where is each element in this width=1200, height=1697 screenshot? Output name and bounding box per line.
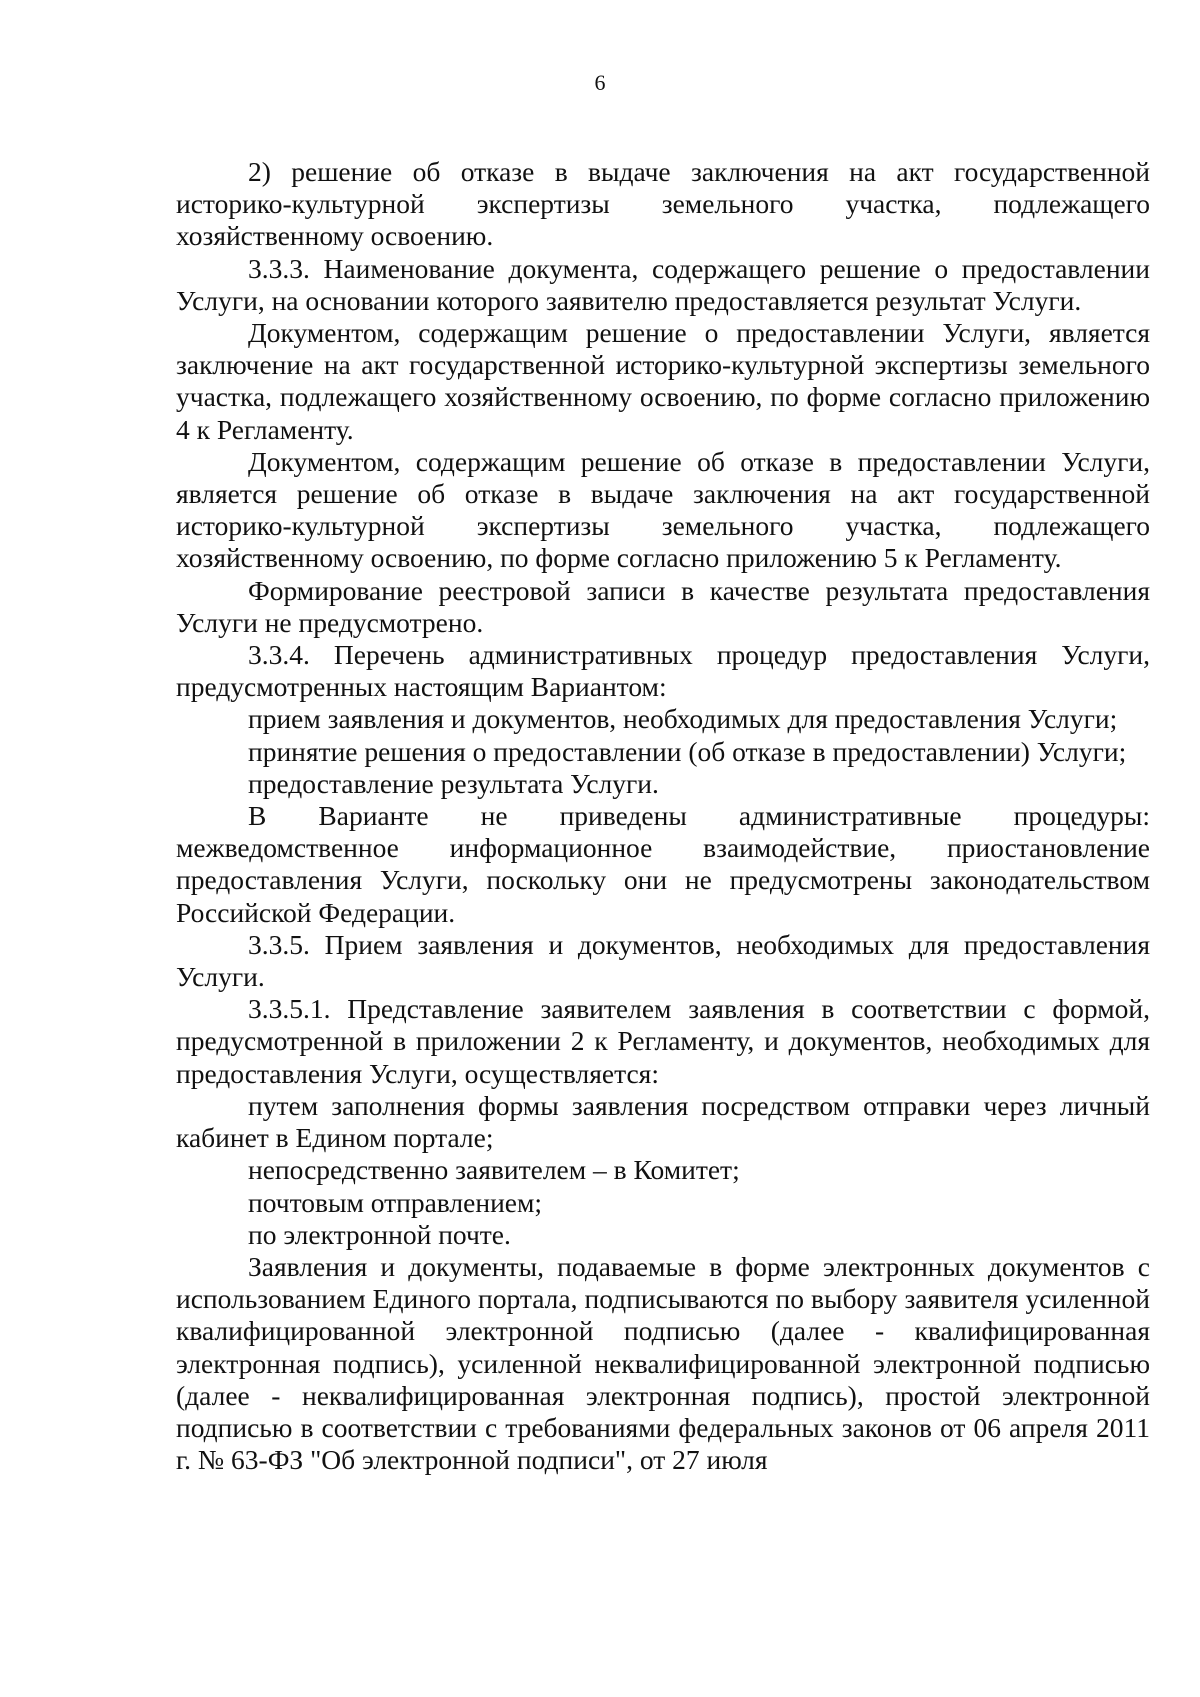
list-item-reception: прием заявления и документов, необходимых для предоставления Услуги; (248, 703, 1118, 735)
list-item-portal: путем заполнения формы заявления посредством отправки через личный кабинет в Едином портале; (176, 1089, 1150, 1154)
paragraph-electronic-signature: Заявления и документы, подаваемые в форме электронных документов с использованием Единого портала, подписываются по выбору заявителя усиленной квалифицированной электронной подписью (далее - квалифицированная электронная подпись), усиленной неквалифицированной электронной подписью (далее - неквалифицированная электронная подпись), простой электронной подписью в соответствии с требованиями федеральных законов от 06 апреля 2011 г. № 63-ФЗ "Об электронной подписи", от 27 июля (176, 1250, 1150, 1476)
page-number: 6 (594, 70, 606, 95)
list-item-email: по электронной почте. (248, 1218, 511, 1250)
paragraph-decision-refusal: 2) решение об отказе в выдаче заключения на акт государственной историко-культурной экспертизы земельного участка, подлежащего хозяйственному освоению. (176, 156, 1150, 252)
list-item-decision: принятие решения о предоставлении (об отказе в предоставлении) Услуги; (248, 735, 1127, 767)
list-item-in-person: непосредственно заявителем – в Комитет; (248, 1154, 740, 1186)
paragraph-provision-document: Документом, содержащим решение о предоставлении Услуги, является заключение на акт государственной историко-культурной экспертизы земельного участка, подлежащего хозяйственному освоению, по форме согласно приложению 4 к Регламенту. (176, 317, 1150, 445)
paragraph-3-3-5-1: 3.3.5.1. Представление заявителем заявления в соответствии с формой, предусмотренной в приложении 2 к Регламенту, и документов, необходимых для предоставления Услуги, осуществляется: (176, 993, 1150, 1089)
paragraph-3-3-3: 3.3.3. Наименование документа, содержащего решение о предоставлении Услуги, на основании которого заявителю предоставляется результат Услуги. (176, 252, 1150, 316)
paragraph-3-3-5: 3.3.5. Прием заявления и документов, необходимых для предоставления Услуги. (176, 928, 1150, 993)
paragraph-not-included-procedures: В Варианте не приведены административные процедуры: межведомственное информационное взаимодействие, приостановление предоставления Услуги, поскольку они не предусмотрены законодательством Российской Федерации. (176, 800, 1150, 928)
list-item-result: предоставление результата Услуги. (248, 767, 659, 799)
document-body (176, 156, 1150, 1476)
list-item-post: почтовым отправлением; (248, 1186, 543, 1218)
paragraph-refusal-document: Документом, содержащим решение об отказе в предоставлении Услуги, является решение об отказе в выдаче заключения на акт государственной историко-культурной экспертизы земельного участка, подлежащего хозяйственному освоению, по форме согласно приложению 5 к Регламенту. (176, 445, 1150, 574)
paragraph-3-3-4: 3.3.4. Перечень административных процедур предоставления Услуги, предусмотренных настоящим Вариантом: (176, 639, 1150, 703)
paragraph-registry-record: Формирование реестровой записи в качестве результата предоставления Услуги не предусмотрено. (176, 574, 1150, 638)
